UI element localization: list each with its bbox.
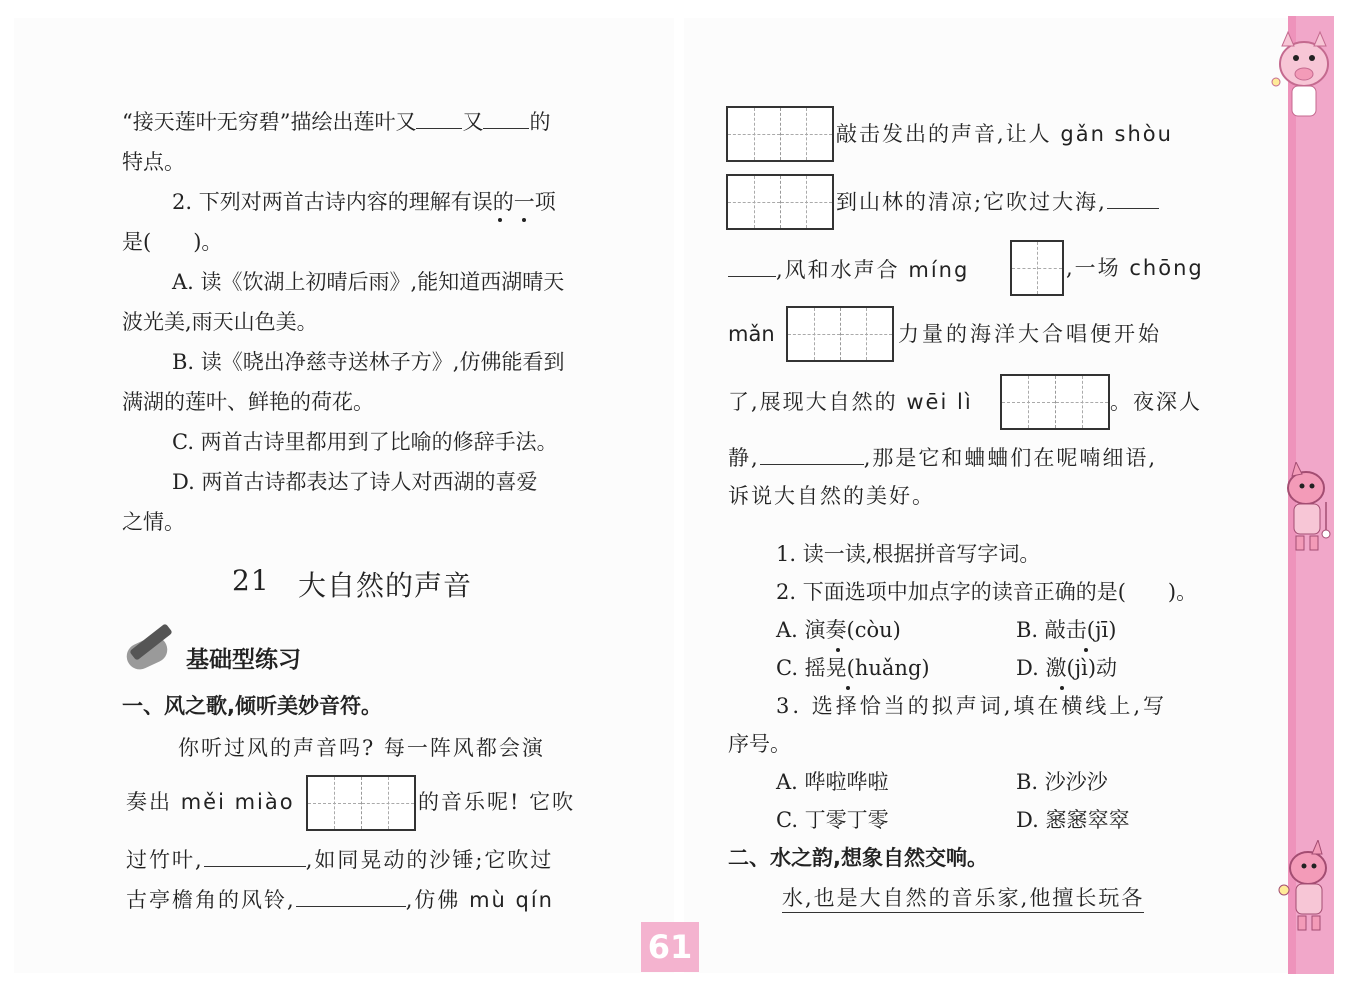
option-b-cont: 满湖的莲叶、鲜艳的荷花。 — [122, 390, 374, 414]
option-d: D. 两首古诗都表达了诗人对西湖的喜爱 — [172, 470, 538, 494]
text-line: ,风和水声合 míng — [728, 254, 969, 284]
lesson-number: 21 — [232, 564, 270, 597]
text-line: 到山林的清凉;它吹过大海, — [836, 186, 1159, 216]
emphasis-dot — [1084, 648, 1088, 652]
answer-box[interactable] — [1000, 374, 1110, 430]
answer-box[interactable] — [1010, 240, 1064, 296]
answer-box[interactable] — [726, 106, 834, 162]
sound-option-c: C. 丁零丁零 — [776, 808, 889, 832]
question-2: 2. 下列对两首古诗内容的理解有误的一项 — [172, 190, 556, 214]
lesson-title: 大自然的声音 — [298, 569, 473, 602]
text-line: 特点。 — [122, 150, 185, 174]
emphasis-dot — [836, 648, 840, 652]
sound-option-a: A. 哗啦哗啦 — [776, 770, 889, 794]
text-line: 奏出 měi miào — [126, 790, 295, 814]
option-c: C. 两首古诗里都用到了比喻的修辞手法。 — [172, 430, 558, 454]
text-line: 诉说大自然的美好。 — [728, 484, 935, 508]
text-line: 静, ,那是它和蛐蛐们在呢喃细语, — [728, 442, 1157, 472]
text-line: “接天莲叶无穷碧”描绘出莲叶又 又 的 — [122, 106, 550, 136]
option-a: A. 读《饮湖上初晴后雨》,能知道西湖晴天 — [172, 270, 565, 294]
fill-blank[interactable] — [1107, 186, 1159, 209]
fill-blank[interactable] — [204, 844, 306, 867]
sound-option-b: B. 沙沙沙 — [1016, 770, 1108, 794]
pinyin: mǎn — [728, 322, 775, 346]
option-d: D. 激(jì)动 — [1016, 656, 1118, 680]
page-number: 61 — [641, 922, 699, 972]
section-header: 基础型练习 — [186, 647, 301, 673]
option-a: A. 演奏(còu) — [776, 618, 901, 642]
emphasis-dot — [498, 218, 502, 222]
question-2-answer: 是( )。 — [122, 230, 223, 254]
option-b: B. 读《晓出净慈寺送林子方》,仿佛能看到 — [172, 350, 565, 374]
question-1: 1. 读一读,根据拼音写字词。 — [776, 542, 1041, 566]
text-line: 过竹叶, ,如同晃动的沙锤;它吹过 — [126, 844, 553, 874]
emphasis-dot — [846, 686, 850, 690]
fill-blank[interactable] — [296, 884, 406, 907]
text-line: ,一场 chōng — [1066, 256, 1204, 280]
question-2: 2. 下面选项中加点字的读音正确的是( )。 — [776, 580, 1198, 604]
option-c: C. 摇晃(huǎng) — [776, 656, 930, 680]
emphasis-dot — [522, 218, 526, 222]
text-line: 。夜深人 — [1110, 390, 1202, 414]
pig-mascot-icon — [1264, 24, 1340, 134]
option-d-cont: 之情。 — [122, 510, 185, 534]
question-3: 3. 选择恰当的拟声词,填在横线上,写 — [776, 694, 1168, 718]
sound-option-d: D. 窸窸窣窣 — [1016, 808, 1130, 832]
emphasis-dot — [1060, 686, 1064, 690]
answer-box[interactable] — [306, 775, 416, 831]
option-b: B. 敲击(jī) — [1016, 618, 1117, 642]
text-line: 的音乐呢! 它吹 — [418, 790, 576, 814]
option-a-cont: 波光美,雨天山色美。 — [122, 310, 318, 334]
answer-box[interactable] — [786, 306, 894, 362]
fill-blank[interactable] — [760, 442, 864, 465]
question-3-cont: 序号。 — [728, 732, 791, 756]
text-line: 你听过风的声音吗? 每一阵风都会演 — [178, 736, 545, 760]
answer-box[interactable] — [726, 174, 834, 230]
wolf-mascot-icon — [1272, 462, 1342, 558]
text-line: 了,展现大自然的 wēi lì — [728, 390, 973, 414]
text-line: 力量的海洋大合唱便开始 — [898, 322, 1162, 346]
part-1-heading: 一、风之歌,倾听美妙音符。 — [122, 694, 382, 718]
fill-blank[interactable] — [728, 254, 776, 277]
wolf-mascot-icon — [1272, 840, 1342, 940]
text-line: 古亭檐角的风铃, ,仿佛 mù qín — [126, 884, 554, 914]
text-line: 敲击发出的声音,让人 gǎn shòu — [836, 122, 1173, 146]
part-2-heading: 二、水之韵,想象自然交响。 — [728, 846, 988, 870]
text-line: 水,也是大自然的音乐家,他擅长玩各 — [782, 884, 1144, 913]
